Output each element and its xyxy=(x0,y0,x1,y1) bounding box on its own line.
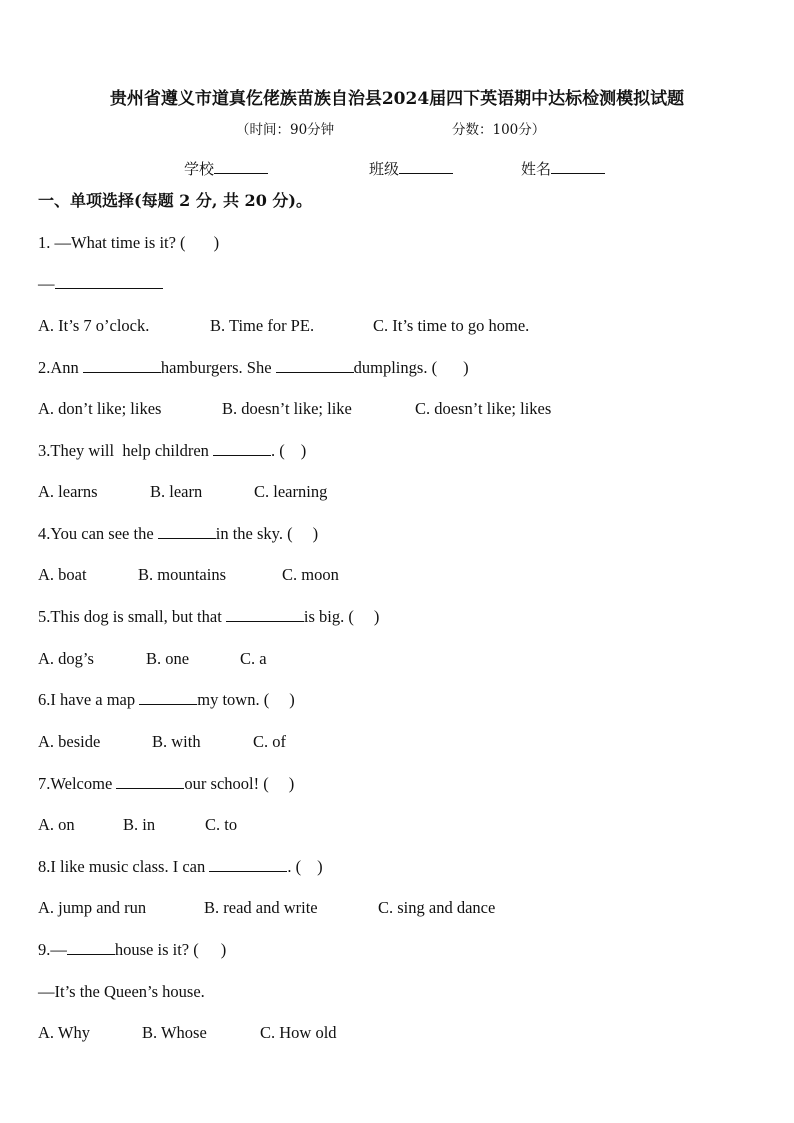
q6-option-b[interactable]: B. with xyxy=(152,732,201,751)
q5-option-b[interactable]: B. one xyxy=(146,649,190,668)
q9-blank[interactable] xyxy=(67,940,115,955)
q8-blank[interactable] xyxy=(209,857,287,872)
q4-option-b[interactable]: B. mountains xyxy=(138,565,227,584)
q3-option-b[interactable]: B. learn xyxy=(150,482,203,501)
q1-text: 1. —What time is it? ( xyxy=(38,233,186,252)
question-3-options xyxy=(38,482,758,506)
q2-paren-close: ) xyxy=(463,358,469,377)
question-8-options xyxy=(38,898,758,922)
q5-option-c[interactable]: C. a xyxy=(240,649,267,668)
question-1-options xyxy=(38,316,758,340)
q4-blank[interactable] xyxy=(158,524,216,539)
q3-option-c[interactable]: C. learning xyxy=(254,482,328,501)
q2-text-b: hamburgers. She xyxy=(160,358,276,377)
q1-answer-blank[interactable] xyxy=(55,274,163,289)
q7-blank[interactable] xyxy=(116,774,184,789)
q2-option-b[interactable]: B. doesn’t like; like xyxy=(222,399,352,418)
question-9-options xyxy=(38,1023,758,1047)
q9-option-c[interactable]: C. How old xyxy=(260,1023,337,1042)
q4-paren-close: ) xyxy=(312,524,319,543)
q6-blank[interactable] xyxy=(139,690,197,705)
question-6-stem xyxy=(38,690,295,710)
student-info xyxy=(0,158,794,182)
q6-option-c[interactable]: C. of xyxy=(253,732,286,751)
school-label: 学校 xyxy=(184,160,215,178)
class-field xyxy=(369,158,453,179)
q6-text-a: 6.I have a map xyxy=(38,690,140,709)
q3-option-a[interactable]: A. learns xyxy=(38,482,98,501)
q8-option-a[interactable]: A. jump and run xyxy=(38,898,147,917)
q5-text-a: 5.This dog is small, but that xyxy=(38,607,226,626)
q1-dash: — xyxy=(38,274,55,293)
q7-text-b: our school! ( xyxy=(184,774,269,793)
exam-title: 贵州省遵义市道真仡佬族苗族自治县2024届四下英语期中达标检测模拟试题 xyxy=(109,89,685,109)
question-1-answer-line xyxy=(38,274,163,294)
class-label: 班级 xyxy=(369,160,400,178)
q2-text-a: 2.Ann xyxy=(38,358,83,377)
q1-option-b[interactable]: B. Time for PE. xyxy=(210,316,315,335)
question-9-stem xyxy=(38,940,226,960)
question-3-stem xyxy=(38,441,306,461)
q7-option-a[interactable]: A. on xyxy=(38,815,75,834)
q5-option-a[interactable]: A. dog’s xyxy=(38,649,94,668)
exam-meta xyxy=(0,118,794,138)
exam-score: 分数：100分） xyxy=(452,122,546,138)
section-heading: 一、单项选择(每题 2 分, 共 20 分)。 xyxy=(38,191,312,210)
q1-option-a[interactable]: A. It’s 7 o’clock. xyxy=(38,316,150,335)
q1-paren-close: ) xyxy=(213,233,220,252)
question-4-stem xyxy=(38,524,318,544)
q7-paren-close: ) xyxy=(288,774,295,793)
q7-text-a: 7.Welcome xyxy=(38,774,117,793)
q2-text-c: dumplings. ( xyxy=(353,358,438,377)
question-1-stem xyxy=(38,233,219,253)
q9-paren-close: ) xyxy=(220,940,227,959)
name-field xyxy=(521,158,605,179)
question-2-options xyxy=(38,399,758,423)
name-blank[interactable] xyxy=(551,159,605,174)
school-blank[interactable] xyxy=(214,159,268,174)
question-8-stem xyxy=(38,857,323,877)
q7-option-b[interactable]: B. in xyxy=(123,815,156,834)
q9-text-b: house is it? ( xyxy=(114,940,199,959)
q9-option-a[interactable]: A. Why xyxy=(38,1023,90,1042)
q3-paren-close: ) xyxy=(300,441,307,460)
q5-text-b: is big. ( xyxy=(303,607,354,626)
q4-option-a[interactable]: A. boat xyxy=(38,565,87,584)
q6-paren-close: ) xyxy=(289,690,295,709)
question-6-options xyxy=(38,732,758,756)
q8-text-a: 8.I like music class. I can xyxy=(38,857,210,876)
q5-paren-close: ) xyxy=(373,607,380,626)
question-5-options xyxy=(38,649,758,673)
q2-blank-2[interactable] xyxy=(276,358,354,373)
q4-option-c[interactable]: C. moon xyxy=(282,565,339,584)
q8-text-b: . ( xyxy=(287,857,302,876)
q3-blank[interactable] xyxy=(213,441,271,456)
q9-text-a: 9.— xyxy=(38,940,67,959)
q1-option-c[interactable]: C. It’s time to go home. xyxy=(373,316,530,335)
school-field xyxy=(184,158,268,179)
q5-blank[interactable] xyxy=(226,607,304,622)
q8-paren-close: ) xyxy=(317,857,323,876)
question-9-answer-line: —It’s the Queen’s house. xyxy=(38,982,205,1001)
exam-time: （时间：90分钟 xyxy=(236,122,335,138)
question-2-stem xyxy=(38,358,469,378)
q4-text-b: in the sky. ( xyxy=(215,524,293,543)
q2-option-c[interactable]: C. doesn’t like; likes xyxy=(415,399,552,418)
q4-text-a: 4.You can see the xyxy=(38,524,158,543)
q2-blank-1[interactable] xyxy=(83,358,161,373)
class-blank[interactable] xyxy=(399,159,453,174)
q7-option-c[interactable]: C. to xyxy=(205,815,238,834)
q2-option-a[interactable]: A. don’t like; likes xyxy=(38,399,162,418)
question-7-stem xyxy=(38,774,294,794)
q8-option-c[interactable]: C. sing and dance xyxy=(378,898,496,917)
q9-option-b[interactable]: B. Whose xyxy=(142,1023,207,1042)
question-5-stem xyxy=(38,607,379,627)
q8-option-b[interactable]: B. read and write xyxy=(204,898,318,917)
question-4-options xyxy=(38,565,758,589)
q3-text-a: 3.They will help children xyxy=(38,441,214,460)
q3-text-b: . ( xyxy=(271,441,285,460)
q6-option-a[interactable]: A. beside xyxy=(38,732,101,751)
question-7-options xyxy=(38,815,758,839)
name-label: 姓名 xyxy=(521,160,552,178)
q6-text-b: my town. ( xyxy=(197,690,270,709)
